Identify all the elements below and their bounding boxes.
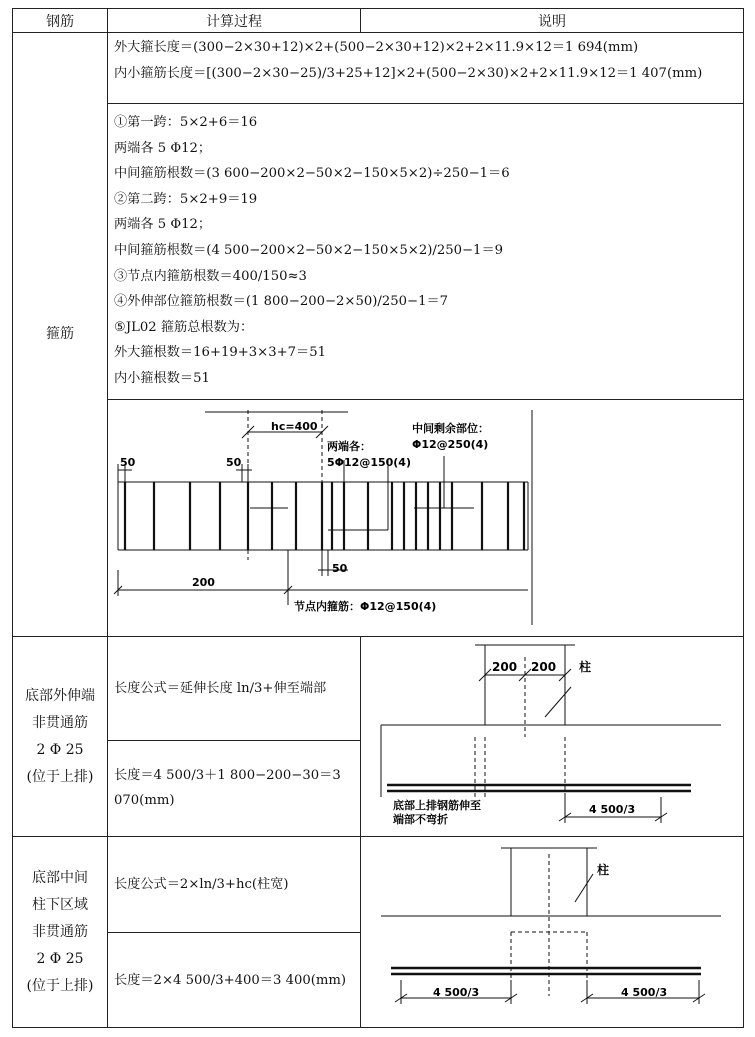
count-line: 内小箍根数＝51: [114, 370, 210, 386]
rebar-calc-table: [12, 8, 744, 1028]
count-line: ⑤JL02 箍筋总根数为：: [114, 319, 254, 335]
dim-50-bottom: 50: [332, 562, 348, 575]
bottom-end-label: [13, 637, 108, 837]
stirrup-length-row: [13, 33, 744, 104]
column-label: 柱: [579, 660, 592, 674]
bottom-end-length: 长度＝4 500/3＋1 800−200−30＝3 070(mm): [108, 740, 361, 836]
count-line: 中间箍筋根数＝(4 500−200×2−50×2−150×5×2)/250−1＝9: [114, 242, 504, 258]
count-line: ②第二跨：5×2+9＝19: [114, 191, 258, 207]
label-line: 非贯通筋: [32, 714, 88, 731]
header-calc: 计算过程: [108, 9, 361, 33]
dim-4500-3: 4 500/3: [589, 803, 636, 816]
inner-stirrup-length: 内小箍筋长度＝[(300−2×30−25)/3+25+12]×2+(500−2×30)×2+2×11.9×12＝1 407(mm): [114, 65, 703, 81]
stirrup-count-cell: [108, 104, 744, 400]
label-line: 柱下区域: [32, 896, 88, 913]
stirrup-diagram-row: [13, 400, 744, 637]
label-line: 非贯通筋: [32, 923, 88, 940]
bottom-end-formula: 长度公式＝延伸长度 ln/3+伸至端部: [108, 637, 361, 741]
header-rebar: 钢筋: [13, 9, 108, 33]
count-line: 两端各 5 Φ12；: [114, 140, 212, 156]
count-line: ①第一跨：5×2+6＝16: [114, 115, 258, 130]
bottom-mid-diagram: [361, 840, 742, 1020]
stirrup-lines: [125, 482, 524, 550]
node-stirrup-label: 节点内箍筋：Φ12@150(4): [294, 600, 437, 613]
bottom-mid-length: 长度＝2×4 500/3+400＝3 400(mm): [108, 933, 361, 1028]
bottom-mid-diagram-cell: [361, 837, 744, 1028]
dim-200: 200: [192, 576, 215, 589]
outer-stirrup-length: 外大箍长度＝(300−2×30+12)×2+(500−2×30+12)×2+2×11.9×12＝1 694(mm): [114, 40, 639, 55]
dim-50-mid: 50: [226, 456, 242, 469]
stirrup-label: 箍筋: [13, 33, 108, 637]
count-line: 外大箍根数＝16+19+3×3+7＝51: [114, 345, 327, 361]
dim-right: 4 500/3: [621, 986, 668, 999]
middle-label-2: Φ12@250(4): [412, 438, 489, 451]
bottom-mid-formula: 长度公式＝2×ln/3+hc(柱宽): [108, 837, 361, 933]
label-line: (位于上排): [26, 768, 94, 785]
ends-label-2: 5Φ12@150(4): [327, 456, 411, 469]
bottom-end-note-2: 端部不弯折: [393, 813, 448, 826]
ends-label-1: 两端各：: [327, 440, 371, 453]
label-line: 2 Φ 25: [36, 741, 84, 758]
bottom-mid-label: [13, 837, 108, 1028]
column-label: 柱: [597, 863, 610, 877]
bottom-end-diagram: [361, 637, 742, 832]
dim-200-a: 200: [492, 660, 518, 674]
bottom-end-formula-row: [13, 637, 744, 741]
dim-200-b: 200: [531, 660, 557, 674]
count-line: 中间箍筋根数＝(3 600−200×2−50×2−150×5×2)÷250−1＝6: [114, 166, 510, 182]
stirrup-diagram-cell: [108, 400, 744, 637]
header-note: 说明: [361, 9, 744, 33]
count-line: ④外伸部位箍筋根数＝(1 800−200−2×50)/250−1＝7: [114, 294, 449, 310]
bottom-mid-formula-row: [13, 837, 744, 933]
label-line: 底部外伸端: [25, 687, 95, 704]
stirrup-count-row: [13, 104, 744, 400]
hc-dim-label: hc=400: [271, 420, 318, 433]
label-line: 底部中间: [32, 869, 88, 886]
label-line: (位于上排): [26, 977, 94, 994]
header-row: [13, 9, 744, 33]
label-line: 2 Φ 25: [36, 950, 84, 967]
bottom-end-note-1: 底部上排钢筋伸至: [393, 799, 481, 812]
bottom-end-diagram-cell: [361, 637, 744, 837]
dim-left: 4 500/3: [433, 986, 480, 999]
stirrup-layout-diagram: [108, 400, 742, 632]
count-line: ③节点内箍筋根数＝400/150≈3: [114, 268, 307, 284]
stirrup-length-cell: [108, 33, 744, 104]
dim-50-left: 50: [120, 456, 136, 469]
middle-label-1: 中间剩余部位：: [412, 422, 489, 435]
count-line: 两端各 5 Φ12；: [114, 217, 212, 233]
